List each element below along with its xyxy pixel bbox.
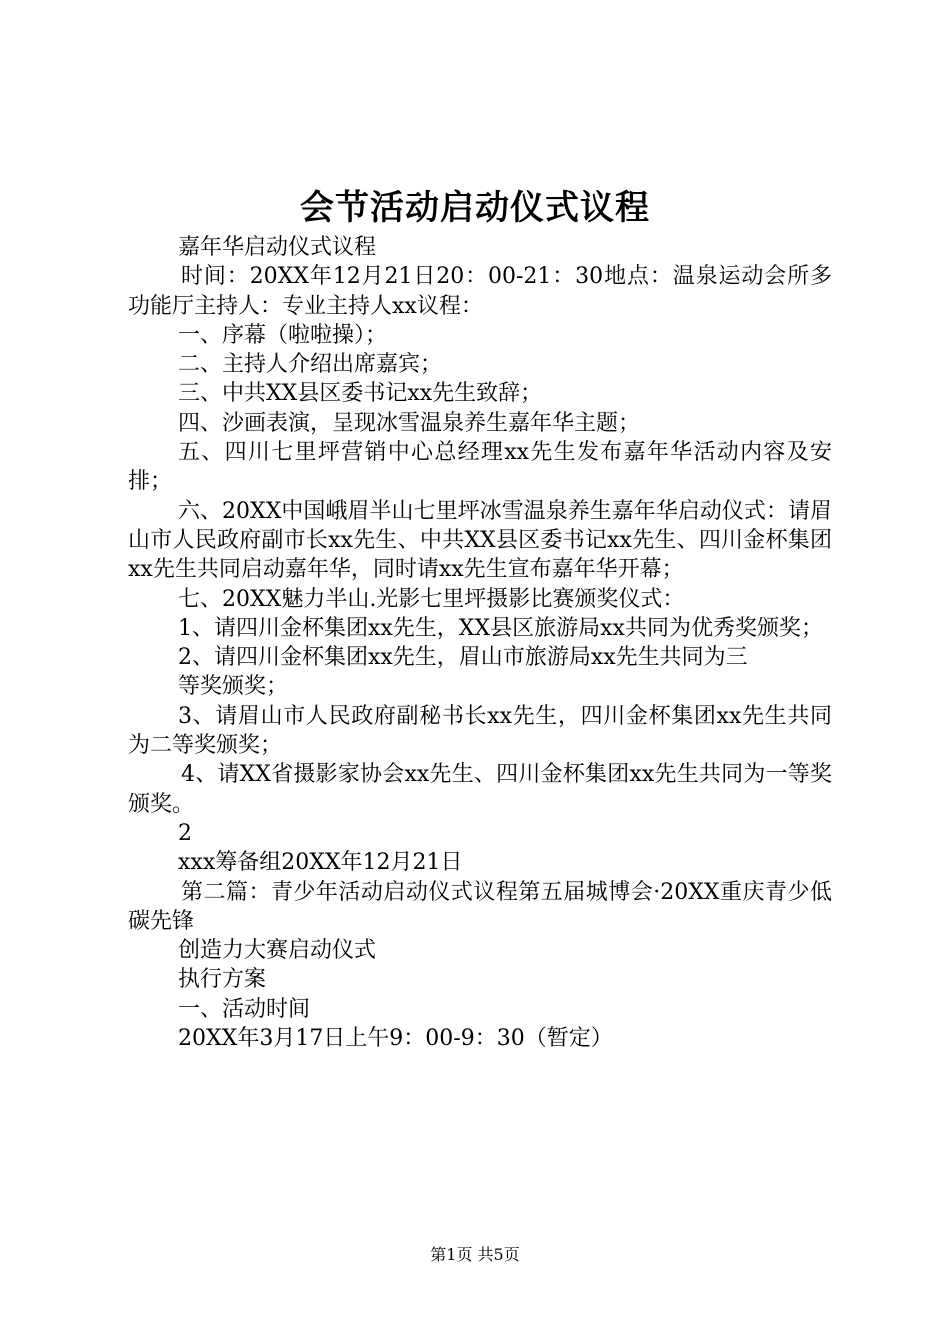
paragraph-award-4: 4、请XX省摄影家协会xx先生、四川金杯集团xx先生共同为一等奖颁奖。 (128, 762, 832, 817)
paragraph-item-3: 三、中共XX县区委书记xx先生致辞； (178, 381, 543, 407)
paragraph-item-4: 四、沙画表演，呈现冰雪温泉养生嘉年华主题； (178, 410, 641, 436)
page-indicator: 第1页 共5页 (430, 1245, 520, 1264)
paragraph-item-5: 五、四川七里坪营销中心总经理xx先生发布嘉年华活动内容及安排； (128, 440, 832, 495)
paragraph-award-2-cont: 等奖颁奖； (178, 674, 289, 700)
paragraph-item-6: 六、20XX中国峨眉半山七里坪冰雪温泉养生嘉年华启动仪式：请眉山市人民政府副市长xx先生、中共XX县区委书记xx先生、四川金杯集团xx先生共同启动嘉年华，同时请xx先生宣布嘉年华开幕； (128, 498, 832, 583)
paragraph-award-2: 2、请四川金杯集团xx先生，眉山市旅游局xx先生共同为三 (178, 645, 748, 671)
paragraph-item-1: 一、序幕（啦啦操）； (178, 322, 388, 348)
paragraph-subtitle: 嘉年华启动仪式议程 (178, 235, 377, 260)
paragraph-number: 2 (178, 820, 192, 846)
paragraph-section-time: 一、活动时间 (178, 996, 311, 1022)
paragraph-award-1: 1、请四川金杯集团xx先生，XX县区旅游局xx共同为优秀奖颁奖； (178, 615, 823, 641)
paragraph-item-7: 七、20XX魅力半山.光影七里坪摄影比赛颁奖仪式： (178, 586, 685, 612)
paragraph-award-3: 3、请眉山市人民政府副秘书长xx先生，四川金杯集团xx先生共同为二等奖颁奖； (128, 703, 832, 759)
paragraph-second-title: 第二篇：青少年活动启动仪式议程第五届城博会·20XX重庆青少低碳先锋 (128, 879, 832, 934)
paragraph-item-2: 二、主持人介绍出席嘉宾； (178, 352, 443, 378)
paragraph-time-detail: 20XX年3月17日上午9：00-9：30（暂定） (178, 1026, 613, 1052)
paragraph-signature: xxx筹备组20XX年12月21日 (178, 850, 463, 876)
document-body (128, 233, 832, 1053)
document-title: 会节活动启动仪式议程 (300, 188, 650, 228)
paragraph-time-location: 时间：20XX年12月21日20：00-21：30地点：温泉运动会所多功能厅主持人：专业主持人xx议程： (128, 264, 832, 319)
paragraph-contest-name: 创造力大赛启动仪式 (178, 938, 377, 964)
paragraph-plan: 执行方案 (178, 967, 267, 993)
